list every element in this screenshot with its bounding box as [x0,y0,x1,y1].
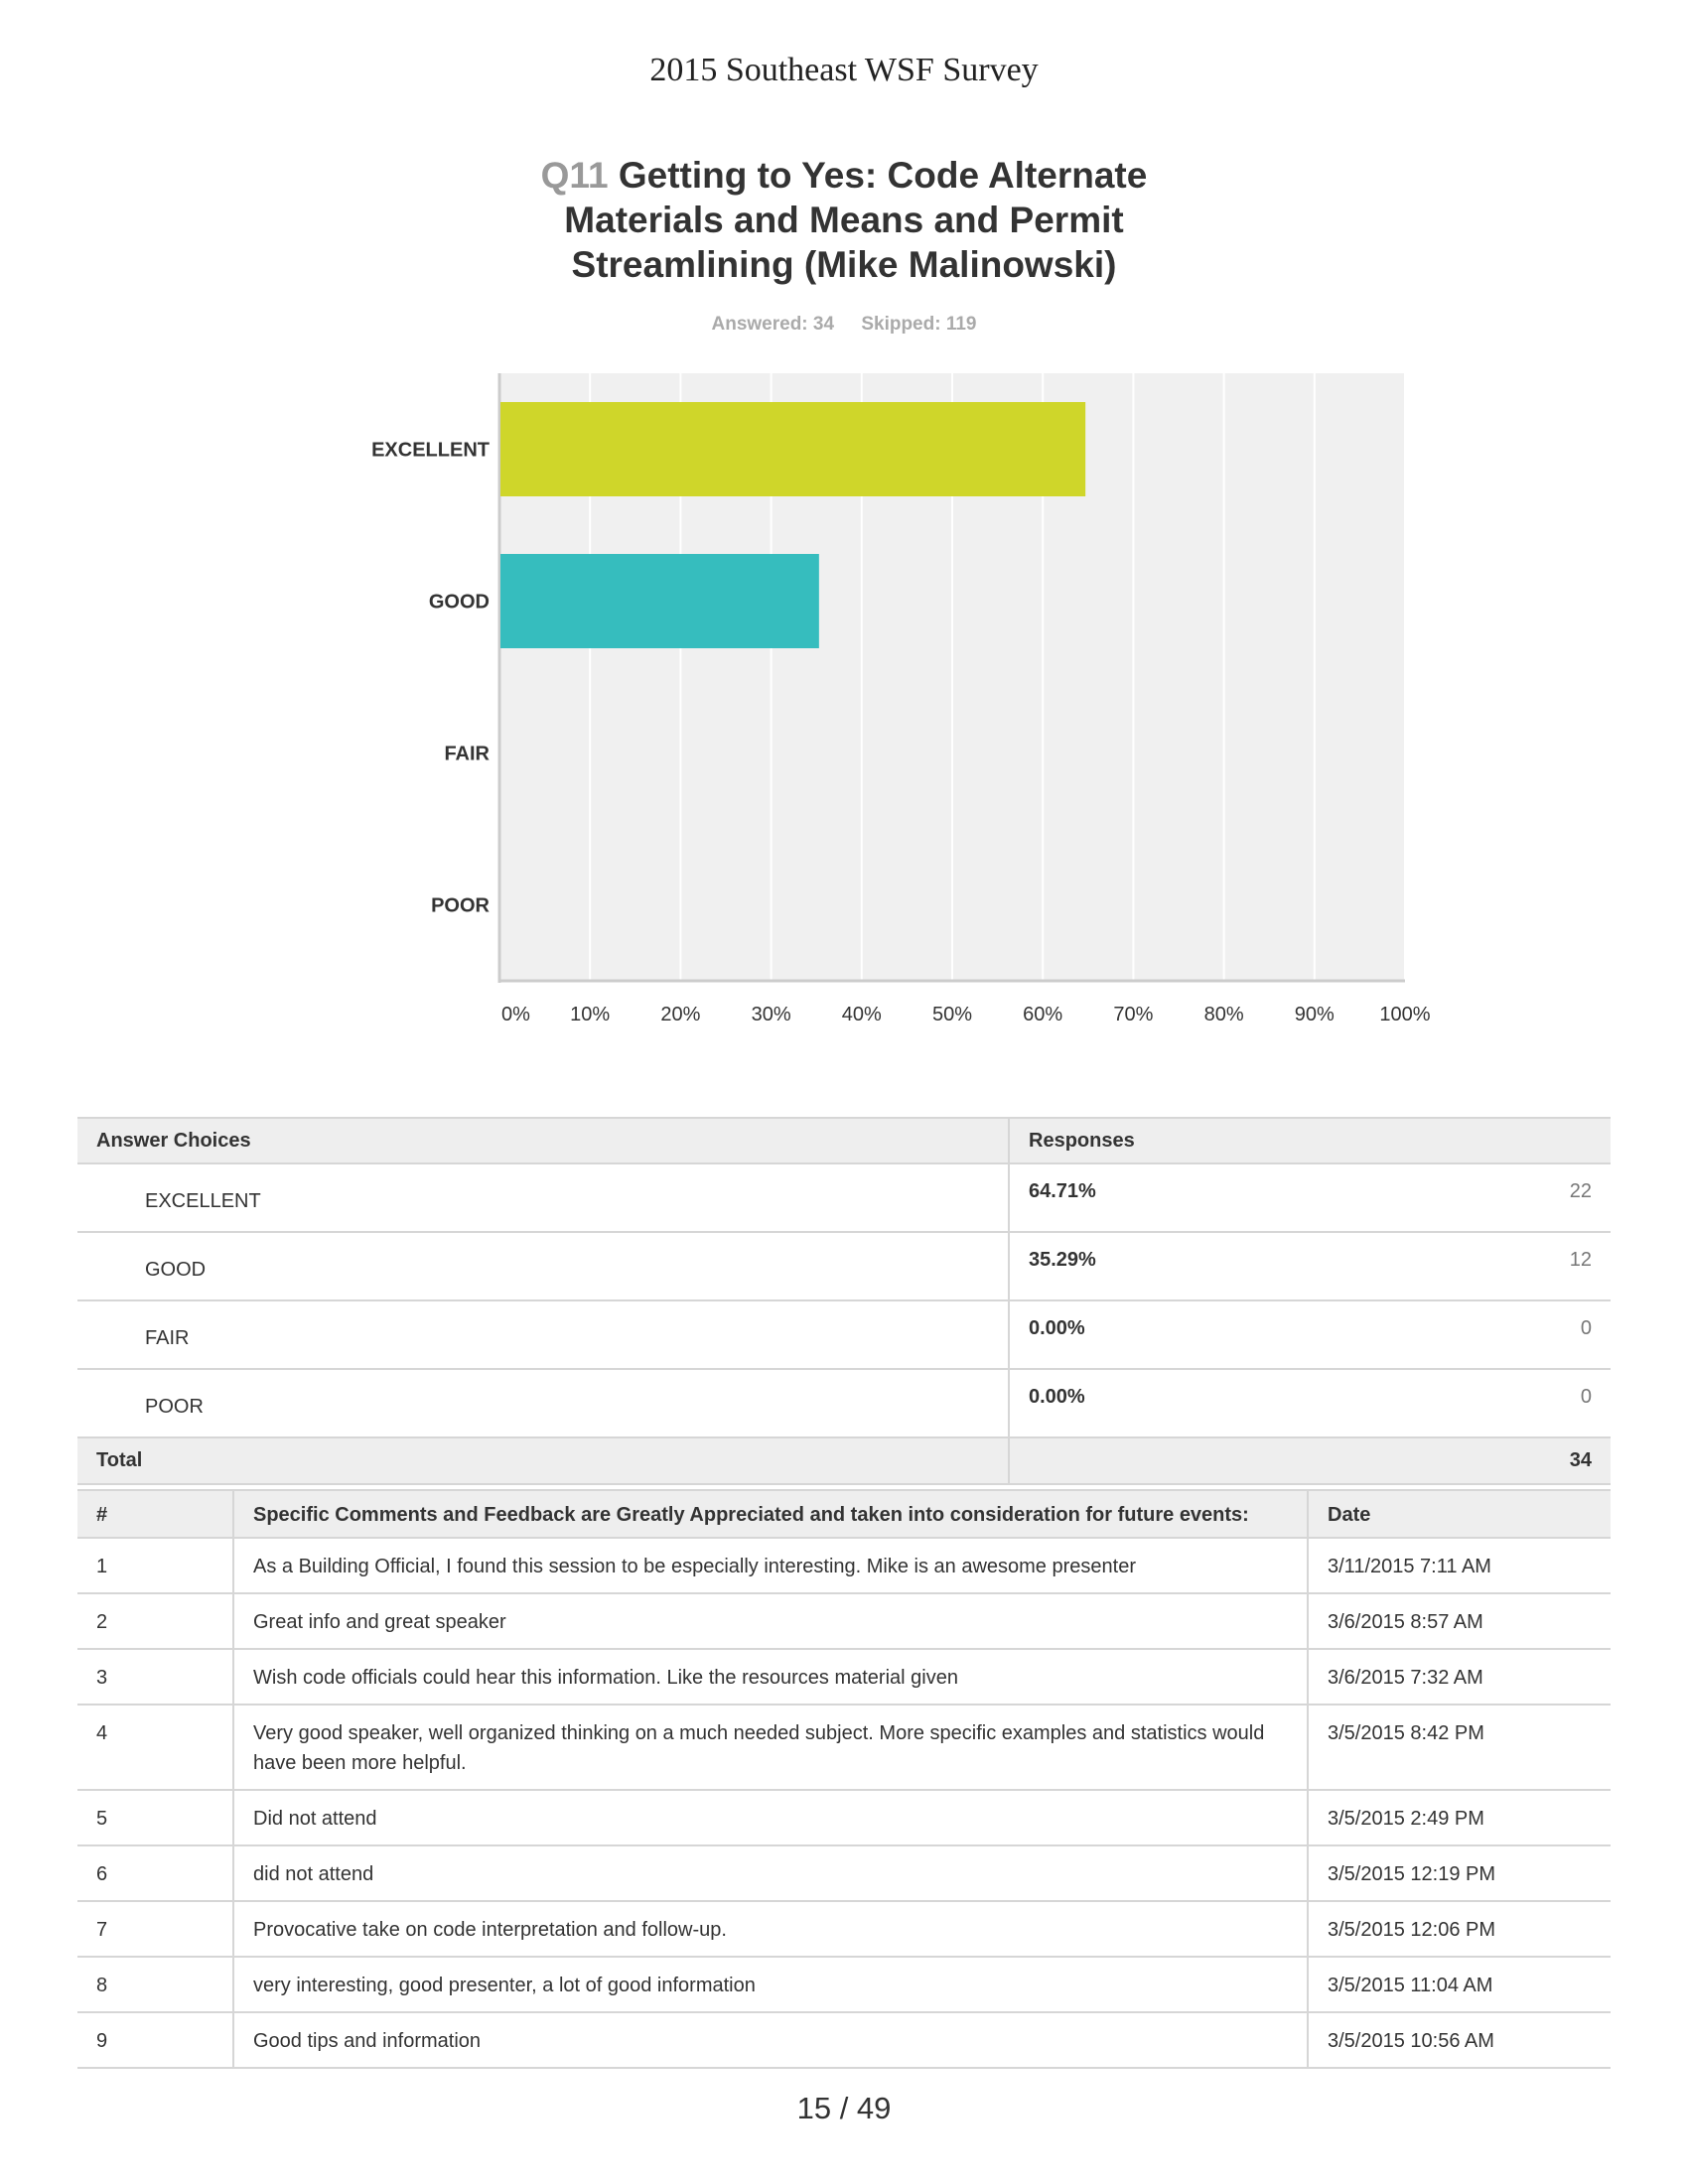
comment-row [77,1593,1611,1649]
comment-date: 3/11/2015 7:11 AM [1308,1538,1611,1593]
comment-text: As a Building Official, I found this session to be especially interesting. Mike is an awesome presenter [233,1538,1308,1593]
comment-row [77,1845,1611,1901]
comment-date: 3/5/2015 11:04 AM [1308,1957,1611,2012]
comment-text: Good tips and information [233,2012,1308,2068]
category-label-excellent: EXCELLENT [371,439,490,462]
x-tick-label: 40% [841,1004,882,1025]
answer-choice: EXCELLENT [77,1163,1009,1232]
response-count: 12 [1569,1249,1592,1271]
answers-header-row [77,1118,1611,1163]
x-tick-label: 60% [1023,1004,1063,1025]
comment-date: 3/5/2015 8:42 PM [1308,1705,1611,1790]
comment-row [77,1538,1611,1593]
response-percent: 0.00% [1029,1386,1085,1408]
category-label-poor: POOR [431,894,490,917]
comment-date: 3/6/2015 8:57 AM [1308,1593,1611,1649]
answer-row [77,1369,1611,1437]
page-number: 15 / 49 [796,2091,892,2125]
answer-response [1009,1369,1611,1437]
results-bar-chart [0,0,1688,1052]
response-count: 0 [1580,1386,1592,1408]
comment-number-header: # [77,1490,233,1538]
response-percent: 0.00% [1029,1317,1085,1339]
comment-text: Did not attend [233,1790,1308,1845]
x-tick-label: 100% [1379,1004,1431,1025]
comment-row [77,1649,1611,1705]
comment-number: 4 [77,1705,233,1790]
question-title-line-2: Materials and Means and Permit [564,200,1124,240]
comment-text: Very good speaker, well organized thinking on a much needed subject. More specific examples and statistics would have been more helpful. [233,1705,1308,1790]
comment-date: 3/5/2015 10:56 AM [1308,2012,1611,2068]
question-title-line-1: Q11 Getting to Yes: Code Alternate [540,155,1148,196]
comment-text: Wish code officials could hear this information. Like the resources material given [233,1649,1308,1705]
x-tick-label: 10% [570,1004,611,1025]
response-percent: 64.71% [1029,1180,1096,1202]
x-tick-label: 30% [751,1004,791,1025]
total-cell [1009,1437,1611,1484]
document-header: 2015 Southeast WSF Survey [649,52,1039,88]
answer-choice: POOR [77,1369,1009,1437]
bar-excellent [500,402,1085,496]
answer-choices-table [77,1117,1611,1485]
comment-number: 3 [77,1649,233,1705]
response-count: 0 [1580,1317,1592,1339]
category-label-good: GOOD [428,591,490,614]
answered-count: Answered: 34 [711,314,835,335]
comment-row [77,1957,1611,2012]
comment-date-header: Date [1308,1490,1611,1538]
answer-choice: FAIR [77,1300,1009,1369]
comment-number: 7 [77,1901,233,1957]
comment-date: 3/5/2015 12:19 PM [1308,1845,1611,1901]
x-tick-label: 20% [660,1004,701,1025]
comment-row [77,1705,1611,1790]
comment-number: 5 [77,1790,233,1845]
answer-row [77,1300,1611,1369]
response-count: 22 [1569,1180,1592,1202]
total-label: Total [77,1437,1009,1484]
answer-response [1009,1300,1611,1369]
question-title-line-3: Streamlining (Mike Malinowski) [571,244,1117,285]
answer-choice: GOOD [77,1232,1009,1300]
comment-text: Great info and great speaker [233,1593,1308,1649]
total-value: 34 [1569,1449,1592,1471]
comment-number: 8 [77,1957,233,2012]
answer-row [77,1163,1611,1232]
category-label-fair: FAIR [444,743,490,765]
comment-number: 1 [77,1538,233,1593]
comment-number: 9 [77,2012,233,2068]
x-tick-label: 90% [1294,1004,1335,1025]
comment-number: 6 [77,1845,233,1901]
answer-choices-header: Answer Choices [77,1118,1009,1163]
comment-row [77,1901,1611,1957]
comment-text: did not attend [233,1845,1308,1901]
comments-table [77,1489,1611,2069]
answer-response [1009,1163,1611,1232]
x-tick-label: 70% [1113,1004,1154,1025]
x-tick-label: 80% [1203,1004,1244,1025]
response-percent: 35.29% [1029,1249,1096,1271]
x-tick-label: 0% [501,1004,530,1025]
total-row [77,1437,1611,1484]
skipped-count: Skipped: 119 [861,314,977,335]
bar-good [500,554,819,648]
answer-response [1009,1232,1611,1300]
answer-row [77,1232,1611,1300]
comment-row [77,2012,1611,2068]
comment-date: 3/5/2015 12:06 PM [1308,1901,1611,1957]
comment-text: Provocative take on code interpretation and follow-up. [233,1901,1308,1957]
comment-row [77,1790,1611,1845]
x-tick-label: 50% [931,1004,973,1025]
comments-header-row [77,1490,1611,1538]
comment-date: 3/5/2015 2:49 PM [1308,1790,1611,1845]
question-number: Q11 [540,155,609,196]
responses-header: Responses [1009,1118,1611,1163]
comment-text: very interesting, good presenter, a lot of good information [233,1957,1308,2012]
comment-text-header: Specific Comments and Feedback are Greatly Appreciated and taken into consideration for future events: [233,1490,1308,1538]
comment-date: 3/6/2015 7:32 AM [1308,1649,1611,1705]
comment-number: 2 [77,1593,233,1649]
